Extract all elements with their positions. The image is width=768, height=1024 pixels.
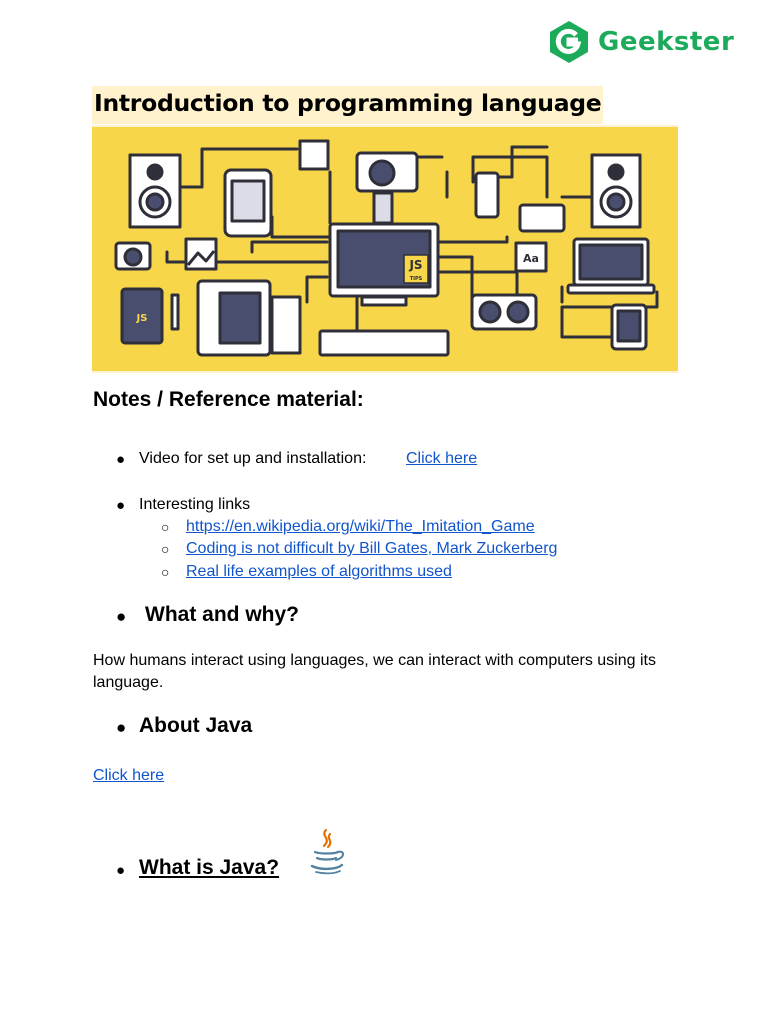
bullet-disc: ● [116, 862, 126, 879]
what-is-java-heading: What is Java? [139, 856, 280, 879]
bullet-circle: ○ [161, 541, 170, 557]
link-coding-not-difficult[interactable]: Coding is not difficult by Bill Gates, Mark Zuckerberg [186, 540, 558, 557]
link-imitation-game[interactable]: https://en.wikipedia.org/wiki/The_Imitation_Game [186, 518, 535, 535]
bullet-circle: ○ [161, 564, 170, 580]
bullet-disc: ● [116, 607, 127, 626]
bullet-disc: ● [116, 451, 126, 468]
video-label: Video for set up and installation: [139, 450, 367, 467]
brand-name: Geekster [598, 27, 735, 57]
geekster-logo[interactable] [548, 20, 734, 64]
what-why-text: How humans interact using languages, we can interact with computers using its language. [93, 652, 656, 691]
video-link[interactable]: Click here [406, 450, 478, 467]
bullet-circle: ○ [161, 519, 170, 535]
about-java-heading: About Java [139, 714, 253, 737]
java-cup-icon [306, 828, 348, 881]
about-java-link[interactable]: Click here [93, 767, 165, 784]
hero-illustration [92, 125, 678, 373]
geekster-logo-icon [548, 20, 590, 64]
js-screen-sublabel: TIPS [409, 276, 423, 282]
page-title: Introduction to programming language [92, 86, 603, 124]
font-tile-label: Aa [523, 252, 539, 265]
notes-heading: Notes / Reference material: [93, 388, 364, 411]
what-why-heading: What and why? [145, 603, 299, 626]
bullet-disc: ● [116, 718, 127, 737]
bullet-disc: ● [116, 497, 126, 514]
js-screen-label: JS [409, 258, 423, 272]
link-algorithm-examples[interactable]: Real life examples of algorithms used [186, 563, 452, 580]
links-label: Interesting links [139, 496, 251, 513]
book-label: JS [136, 313, 148, 324]
